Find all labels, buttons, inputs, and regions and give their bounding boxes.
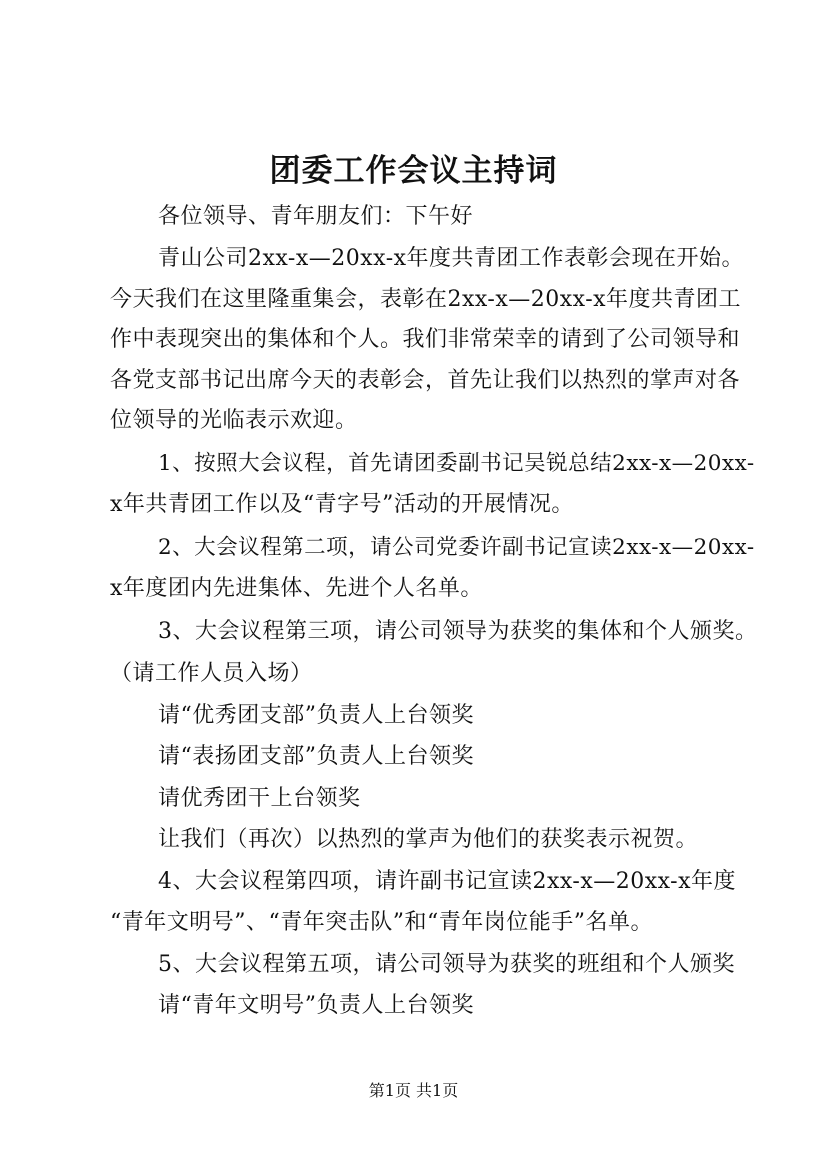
paragraph-line: 今天我们在这里隆重集会，表彰在2xx-x—20xx-x年度共青团工 xyxy=(110,287,742,312)
paragraph-line: 1、按照大会议程，首先请团委副书记吴锐总结2xx-x—20xx- xyxy=(158,451,755,476)
paragraph-line: 4、大会议程第四项，请许副书记宣读2xx-x—20xx-x年度 xyxy=(158,869,737,894)
paragraph-line: x年共青团工作以及“青字号”活动的开展情况。 xyxy=(110,492,574,517)
page-number-footer: 第1页 共1页 xyxy=(368,1081,459,1100)
paragraph-line: 各位领导、青年朋友们：下午好 xyxy=(158,204,474,229)
paragraph-line: 各党支部书记出席今天的表彰会，首先让我们以热烈的掌声对各 xyxy=(110,368,741,393)
paragraph-line: 请“表扬团支部”负责人上台领奖 xyxy=(158,744,474,769)
paragraph-line: 位领导的光临表示欢迎。 xyxy=(110,408,358,433)
paragraph-line: 作中表现突出的集体和个人。我们非常荣幸的请到了公司领导和 xyxy=(110,327,741,352)
paragraph-line: 请“优秀团支部”负责人上台领奖 xyxy=(158,703,474,728)
document-title: 团委工作会议主持词 xyxy=(269,153,558,189)
paragraph-line: （请工作人员入场） xyxy=(110,661,313,686)
paragraph-line: 让我们（再次）以热烈的掌声为他们的获奖表示祝贺。 xyxy=(158,827,699,852)
paragraph-line: 2、大会议程第二项，请公司党委许副书记宣读2xx-x—20xx- xyxy=(158,535,755,560)
paragraph-line: 3、大会议程第三项，请公司领导为获奖的集体和个人颁奖。 xyxy=(158,619,758,644)
paragraph-line: 请“青年文明号”负责人上台领奖 xyxy=(158,993,474,1018)
paragraph-line: 青山公司2xx-x—20xx-x年度共青团工作表彰会现在开始。 xyxy=(158,246,745,271)
paragraph-line: 5、大会议程第五项，请公司领导为获奖的班组和个人颁奖 xyxy=(158,952,735,977)
paragraph-line: x年度团内先进集体、先进个人名单。 xyxy=(110,576,483,601)
paragraph-line: 请优秀团干上台领奖 xyxy=(158,786,361,811)
paragraph-line: “青年文明号”、“青年突击队”和“青年岗位能手”名单。 xyxy=(110,910,653,935)
